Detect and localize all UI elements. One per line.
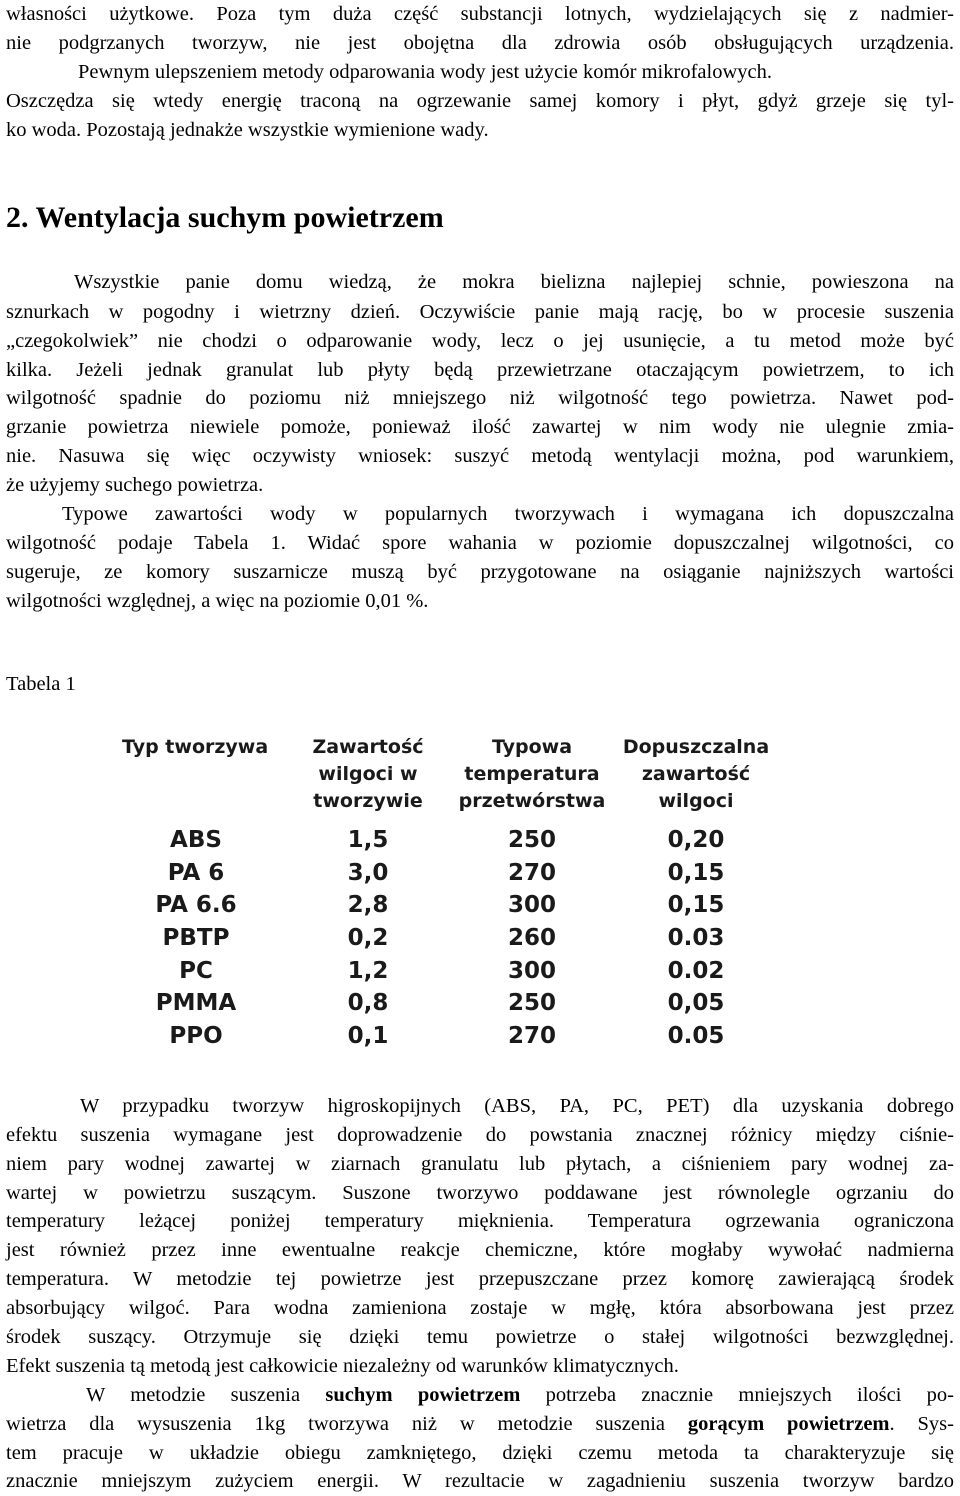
value-cell: 0,05 [667,990,725,1017]
table-row [108,824,780,857]
text-line: absorbujący wilgoć. Para wodna zamieniona zostaje w mgłę, która absorbowana jest przez [6,1297,954,1319]
table-header-cell [612,734,780,824]
table-header-row [108,734,780,824]
table-header-cell [452,734,612,824]
table-header-cell [284,734,452,824]
text-line: nie podgrzanych tworzyw, nie jest obojętna dla zdrowia osób obsługujących urządzenia. [6,32,954,54]
bold-term: gorącym powietrzem [687,1413,890,1435]
material-cell: PA 6.6 [155,892,237,919]
header-text: wilgoci w [318,763,418,785]
text-line [86,1381,954,1410]
table-caption: Tabela 1 [6,673,76,695]
text-line: temperatura. W metodzie tej powietrze jest przepuszczane przez komorę zawierającą środek [6,1268,954,1290]
material-cell: ABS [170,827,222,854]
table-row [108,987,780,1020]
value-cell: 0.03 [667,925,725,952]
header-text: zawartość [641,763,751,785]
text-line: kilka. Jeżeli jednak granulat lub płyty będą przewietrzane otaczającym powietrzem, to ich [6,359,954,381]
text-line: niem pary wodnej zawartej w ziarnach granulatu lub płytach, a ciśnieniem pary wodnej za- [6,1153,954,1175]
header-text: Typ tworzywa [122,736,269,758]
material-cell: PMMA [155,990,237,1017]
value-cell: 270 [507,859,556,886]
text-line: „czegokolwiek” nie chodzi o odparowanie wody, lecz o jej usunięcie, a tu metod może być [6,330,954,352]
header-text: Dopuszczalna [622,736,770,758]
text-line: że użyjemy suchego powietrza. [6,474,264,496]
value-cell: 1,2 [347,957,389,984]
material-cell: PPO [169,1022,223,1049]
text-line: Pewnym ulepszeniem metody odparowania wody jest użycie komór mikrofalowych. [78,61,772,83]
value-cell: 0.05 [667,1022,725,1049]
material-cell: PC [179,957,213,984]
section-heading: 2. Wentylacja suchym powietrzem [6,201,444,234]
value-cell: 0,8 [347,990,389,1017]
text-line: nie. Nasuwa się więc oczywisty wniosek: suszyć metodą wentylacji można, pod warunkiem, [6,445,954,467]
value-cell: 0,2 [347,925,389,952]
text-line: tem pracuje w układzie obiegu zamkniętego, dzięki czemu metoda ta charakteryzuje się [6,1442,954,1464]
text-line: sugeruje, ze komory suszarnicze muszą być przygotowane na osiąganie najniższych wartości [6,561,954,583]
text-line: sznurkach w pogodny i wietrzny dzień. Oczywiście panie mają rację, bo w procesie suszenia [6,301,954,323]
text-line: Typowe zawartości wody w popularnych tworzywach i wymagana ich dopuszczalna [62,503,954,525]
value-cell: 250 [507,827,556,854]
text-line: Oszczędza się wtedy energię traconą na ogrzewanie samej komory i płyt, gdyż grzeje się tyl- [6,90,954,112]
text-line: Wszystkie panie domu wiedzą, że mokra bielizna najlepiej schnie, powieszona na [74,271,954,293]
table-row [108,954,780,987]
value-cell: 0.02 [667,957,725,984]
moisture-table [108,734,780,1050]
table [108,734,780,1050]
table-row [108,889,780,922]
text-line: efektu suszenia wymagane jest doprowadzenie do powstania znacznej różnicy między ciśnie- [6,1124,954,1146]
header-text: temperatura [464,763,600,785]
text-line: W przypadku tworzyw higroskopijnych (ABS, PA, PC, PET) dla uzyskania dobrego [80,1095,954,1117]
text-line: wilgotności względnej, a więc na poziomie 0,01 %. [6,590,429,612]
value-cell: 300 [507,957,556,984]
text-line: wilgotność podaje Tabela 1. Widać spore wahania w poziomie dopuszczalnej wilgotności, co [6,532,954,554]
text-line [6,1410,954,1439]
text-line: wilgotność spadnie do poziomu niż mniejszego niż wilgotność tego powietrza. Nawet pod- [6,387,954,409]
value-cell: 300 [507,892,556,919]
table-body [108,824,780,1050]
value-cell: 0,15 [667,859,725,886]
header-text: tworzywie [313,790,423,812]
material-cell: PBTP [162,925,230,952]
header-text: wilgoci [658,790,734,812]
text-line: Efekt suszenia tą metodą jest całkowicie niezależny od warunków klimatycznych. [6,1355,679,1377]
text-line: grzanie powietrza niewiele pomoże, ponieważ ilość zawartej w nim wody nie ulegnie zmia- [6,416,954,438]
material-cell: PA 6 [167,859,225,886]
value-cell: 270 [507,1022,556,1049]
text-span: W metodzie suszenia [86,1384,326,1406]
text-line: środek suszący. Otrzymuje się dzięki temu powietrze o stałej wilgotności bezwzględnej. [6,1326,954,1348]
table-row [108,922,780,955]
value-cell: 2,8 [347,892,389,919]
value-cell: 260 [507,925,556,952]
text-line: jest również przez inne ewentualne reakcje chemiczne, które mogłaby wywołać nadmierna [6,1239,954,1261]
text-line: wartej w powietrzu suszącym. Suszone tworzywo poddawane jest równolegle ogrzaniu do [6,1182,954,1204]
table-row [108,857,780,890]
text-span: wietrza dla wysuszenia 1kg tworzywa niż w metodzie suszenia [6,1413,688,1435]
table-header-cell [108,734,284,824]
value-cell: 250 [507,990,556,1017]
text-line: temperatury leżącej poniżej temperatury mięknienia. Temperatura ogrzewania ograniczona [6,1210,954,1232]
header-text: Zawartość [312,736,424,758]
header-text: przetwórstwa [458,790,606,812]
value-cell: 0,20 [667,827,725,854]
bold-term: suchym powietrzem [325,1384,521,1406]
value-cell: 0,15 [667,892,725,919]
text-span: . Sys- [889,1413,954,1435]
table-row [108,1020,780,1050]
value-cell: 0,1 [347,1022,389,1049]
text-line: znacznie mniejszym zużyciem energii. W rezultacie w zagadnieniu suszenia tworzyw bardzo [6,1470,954,1492]
header-text: Typowa [491,736,573,758]
value-cell: 1,5 [347,827,389,854]
value-cell: 3,0 [347,859,389,886]
text-line: ko woda. Pozostają jednakże wszystkie wymienione wady. [6,119,489,141]
text-span: potrzeba znacznie mniejszych ilości po- [520,1384,955,1406]
text-line: własności użytkowe. Poza tym duża część substancji lotnych, wydzielających się z nadmier- [6,3,954,25]
